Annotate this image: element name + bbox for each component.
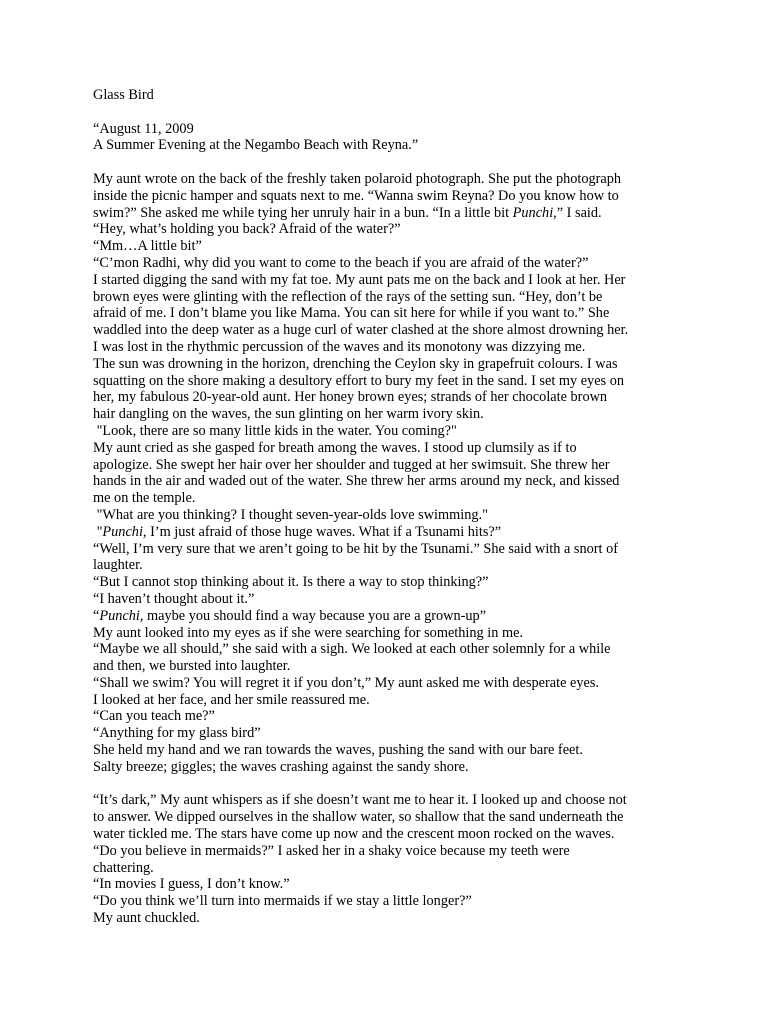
paragraph-line: I was lost in the rhythmic percussion of the waves and its monotony was dizzying me. <box>93 338 586 355</box>
paragraph-line: “Can you teach me?” <box>93 708 215 725</box>
paragraph-line <box>93 608 693 625</box>
paragraph-line: “Do you think we’ll turn into mermaids if we stay a little longer?” <box>93 893 472 910</box>
paragraph-line: her, my fabulous 20-year-old aunt. Her honey brown eyes; strands of her chocolate brown <box>93 389 608 406</box>
blank-line <box>93 776 693 793</box>
paragraph-line: “But I cannot stop thinking about it. Is there a way to stop thinking?” <box>93 574 489 591</box>
paragraph-line: My aunt looked into my eyes as if she were searching for something in me. <box>93 624 523 641</box>
line-segment: " <box>93 523 103 540</box>
paragraph-line: “Shall we swim? You will regret it if you don’t,” My aunt asked me with desperate eyes. <box>93 674 599 691</box>
paragraph-line: brown eyes were glinting with the reflection of the rays of the setting sun. “Hey, don’t be <box>93 288 603 305</box>
paragraph-line: I started digging the sand with my fat toe. My aunt pats me on the back and I look at her. Her <box>93 271 626 288</box>
italic-term: Punchi <box>99 607 140 624</box>
paragraph-line: My aunt cried as she gasped for breath among the waves. I stood up clumsily as if to <box>93 439 577 456</box>
paragraph-line <box>93 524 693 541</box>
document-body <box>93 87 693 927</box>
line-segment: swim?” She asked me while tying her unruly hair in a bun. “In a little bit <box>93 204 513 221</box>
paragraph-line: waddled into the deep water as a huge curl of water clashed at the shore almost drowning her. <box>93 322 629 339</box>
photo-caption-line: A Summer Evening at the Negambo Beach with Reyna.” <box>93 137 419 154</box>
paragraph-line: inside the picnic hamper and squats next to me. “Wanna swim Reyna? Do you know how to <box>93 187 619 204</box>
paragraph-line: She held my hand and we ran towards the waves, pushing the sand with our bare feet. <box>93 742 583 759</box>
paragraph-line: afraid of me. I don’t blame you like Mama. You can sit here for while if you want to.” She <box>93 305 610 322</box>
line-segment: ,” I said. <box>553 204 602 221</box>
paragraph-line: “In movies I guess, I don’t know.” <box>93 876 290 893</box>
paragraph-line: “Hey, what’s holding you back? Afraid of the water?” <box>93 221 401 238</box>
paragraph-line: chattering. <box>93 859 154 876</box>
paragraph-line: hands in the air and waded out of the water. She threw her arms around my neck, and kissed <box>93 473 620 490</box>
paragraph-line: “Maybe we all should,” she said with a sigh. We looked at each other solemnly for a while <box>93 641 611 658</box>
line-segment: I’m just afraid of those huge waves. What if a Tsunami hits?” <box>146 523 502 540</box>
paragraph-line: apologize. She swept her hair over her shoulder and tugged at her swimsuit. She threw her <box>93 456 610 473</box>
paragraph-line: “I haven’t thought about it.” <box>93 590 255 607</box>
italic-term: Punchi <box>512 204 554 221</box>
paragraph-line: The sun was drowning in the horizon, drenching the Ceylon sky in grapefruit colours. I was <box>93 355 618 372</box>
paragraph-line: "Look, there are so many little kids in the water. You coming?" <box>93 422 457 439</box>
paragraph-line: My aunt wrote on the back of the freshly taken polaroid photograph. She put the photograph <box>93 170 622 187</box>
paragraph-line: “C’mon Radhi, why did you want to come to the beach if you are afraid of the water?” <box>93 254 589 271</box>
paragraph-line: “Do you believe in mermaids?” I asked her in a shaky voice because my teeth were <box>93 842 570 859</box>
paragraph-line: “Well, I’m very sure that we aren’t going to be hit by the Tsunami.” She said with a snort of <box>93 540 618 557</box>
story-section-2 <box>93 792 693 926</box>
paragraph-line: to answer. We dipped ourselves in the shallow water, so shallow that the sand underneath the <box>93 809 624 826</box>
paragraph-line: and then, we bursted into laughter. <box>93 658 291 675</box>
paragraph-line: “It’s dark,” My aunt whispers as if she doesn’t want me to hear it. I looked up and choose not <box>93 792 627 809</box>
paragraph-line: “Mm…A little bit” <box>93 238 202 255</box>
paragraph-line: I looked at her face, and her smile reassured me. <box>93 691 370 708</box>
line-segment: “ <box>93 607 100 624</box>
paragraph-line: laughter. <box>93 557 143 574</box>
photo-date-line: “August 11, 2009 <box>93 120 194 137</box>
line-segment: , maybe you should find a way because you are a grown-up” <box>139 607 487 624</box>
paragraph-line: My aunt chuckled. <box>93 910 200 927</box>
paragraph-line: Salty breeze; giggles; the waves crashing against the sandy shore. <box>93 758 469 775</box>
italic-term: Punchi, <box>102 523 147 540</box>
blank-line <box>93 104 693 121</box>
paragraph-line: water tickled me. The stars have come up now and the crescent moon rocked on the waves. <box>93 826 615 843</box>
story-title: Glass Bird <box>93 87 154 103</box>
story-section-1 <box>93 171 693 776</box>
paragraph-line: squatting on the shore making a desultory effort to bury my feet in the sand. I set my eyes on <box>93 372 624 389</box>
paragraph-line: hair dangling on the waves, the sun glinting on her warm ivory skin. <box>93 406 484 423</box>
paragraph-line <box>93 205 693 222</box>
blank-line <box>93 154 693 171</box>
paragraph-line: "What are you thinking? I thought seven-year-olds love swimming." <box>93 506 488 523</box>
paragraph-line: “Anything for my glass bird” <box>93 725 261 742</box>
paragraph-line: me on the temple. <box>93 490 196 507</box>
